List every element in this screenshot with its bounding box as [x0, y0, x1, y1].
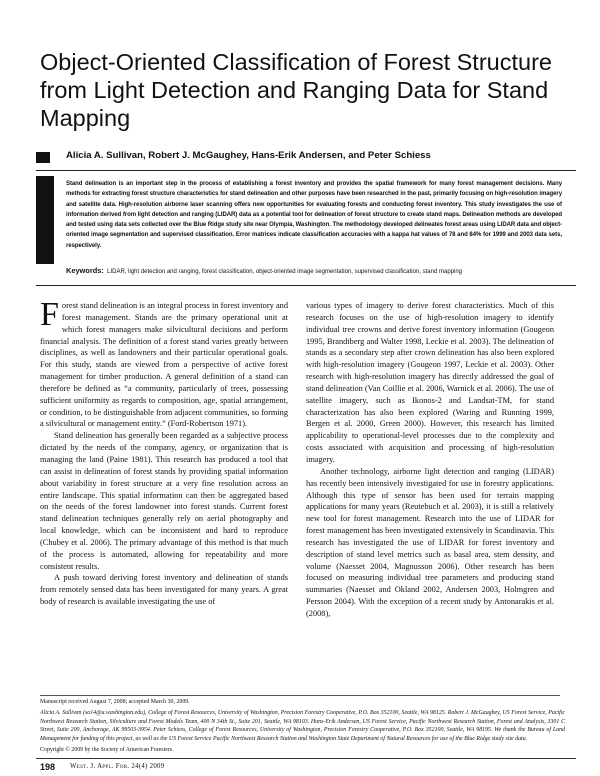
- paragraph: Another technology, airborne light detection and ranging (LIDAR) has recently been intensively investigated for use in forestry applications. Although this type of sensor has been used for terrain mapping applications for many years (Reutebuch et al. 2003), it is still a relatively new tool for forest management. Research into the use of LIDAR for forest management has been investigated extensively in Scandinavia. This research has investigated the use of LIDAR for forest inventory and description of stand level metrics such as basal area, stem density, and volume (Naesset 2004, Magnusson 2006). Other research has been focused on measuring individual tree parameters and producing stand summaries (Naesset and Okland 2002, Andersen 2003, Holmgren and Persson 2004). With the exception of a recent study by Antonarakis et al. (2008),: [306, 466, 554, 618]
- keywords-list: LIDAR, light detection and ranging, forest classification, object-oriented image segmentation, supervised classification, stand mapping: [107, 269, 463, 275]
- abstract-label: ABSTRACT: [77, 372, 85, 420]
- page-number: 198: [40, 762, 56, 772]
- paragraph: [40, 296, 288, 430]
- abstract-text: Stand delineation is an important step in the process of establishing a forest inventory and provides the spatial framework for many forest management decisions. Many methods for extracting forest structure characteristics for stand delineation and other purposes have been researched in the past, primarily focusing on high-resolution imagery and satellite data. High-resolution airborne laser scanning offers new opportunities for evaluating forests and conducting forest inventory. This study investigates the use of information derived from light detection and ranging (LIDAR) data as a potential tool for delineation of forest structure to create stand maps. Delineation methods are developed and tested using data sets collected over the Blue Ridge study site near Olympia, Washington. The methodology developed delineates forest areas using LIDAR data and object-oriented image segmentation and supervised classification. Error matrices indicate classification accuracies with a kappa hat values of 78 and 84% for 1999 and 2003 data sets, respectively.: [66, 181, 562, 249]
- divider-top: [36, 170, 576, 171]
- footnote-divider: [40, 695, 560, 696]
- author-list: Alicia A. Sullivan, Robert J. McGaughey, Hans-Erik Andersen, and Peter Schiess: [66, 150, 431, 161]
- paragraph-text: orest stand delineation is an integral process in forest inventory and forest management. Stands are the primary operational unit at which forest managers make silvicultural decisions and perform financial analysis. The definition of a forest stand varies greatly between disciplines, as well as landowners and their particular operational goals. For this study, stands are viewed from a perspective of active forest management for timber production. A general definition of a stand can therefore be defined as “a community, particularly of trees, possessing sufficient uniformity as regards to composition, age, spatial arrangement, or condition, to be distinguishable from adjacent communities, so forming a silvicultural or management entity.” (Ford-Robertson 1971).: [40, 301, 288, 429]
- body-column-left: [40, 296, 288, 608]
- body-column-right: [306, 300, 554, 620]
- manuscript-dates: Manuscript received August 7, 2008; accepted March 30, 2009.: [40, 699, 190, 705]
- paragraph: A push toward deriving forest inventory and delineation of stands from remotely sensed data has been investigated for many years. A great body of research is available investigating the use of: [40, 573, 288, 607]
- footnotes: [40, 698, 565, 757]
- journal-citation: West. J. Appl. For. 24(4) 2009: [70, 763, 165, 770]
- author-bullet: [36, 152, 50, 163]
- keywords: [66, 266, 566, 277]
- footer-divider: [36, 758, 576, 759]
- paragraph: various types of imagery to derive forest characteristics. Much of this research focuses on the use of high-resolution imagery to identify individual tree crowns and derive forest inventory information (Gougeon 1995, Brandtberg and Walter 1998, Leckie et al. 2003). The delineation of stands as a secondary step after crown delineation has also been explored with high-resolution imagery (Gougeon 1997, Leckie et al. 2003). Other research with high-resolution imagery has directly addressed the goal of stand delineation (Van Coillie et al. 2006, Warnick et al. 2006). The use of satellite imagery, such as Ikonos-2 and Landsat-TM, for stand characterization has also been explored (Waring and Running 1999, Bergen et al. 2000, Green 2000). However, this research has limited applicability to operational-level processes due to the complexity and costs associated with acquisition and processing of high-resolution imagery.: [306, 301, 554, 464]
- keywords-label: Keywords:: [66, 266, 104, 275]
- author-affiliations: Alicia A. Sullivan (sa14@u.washington.edu), College of Forest Resources, University of Washington, Precision Forestry Cooperative, P.O. Box 352100, Seattle, WA 98125. Robert J. McGaughey, US Forest Service, Pacific Northwest Research Station, Silviculture and Forest Models Team, 400 N 34th St., Suite 201, Seattle, WA 98103. Hans-Erik Andersen, US Forest Service, Pacific Northwest Research Station, Forest and Analysis, 3301 C Street, Suite 200, Anchorage, AK 99503-3954. Peter Schiess, College of Forest Resources, University of Washington, Precision Forestry Cooperative, P.O. Box 352100, Seattle, WA 98195. We thank the Bureau of Land Management for funding of this project, as well as the US Forest Service Pacific Northwest Research Station and Washington State Department of Natural Resources for use of the Blue Ridge study site data.: [40, 710, 565, 742]
- divider-abstract: [36, 285, 576, 286]
- article-title: Object-Oriented Classification of Forest Structure from Light Detection and Ranging Data for Stand Mapping: [40, 49, 552, 131]
- paragraph: Stand delineation has generally been regarded as a subjective process dictated by the needs of the company, agency, or organization that is managing the land (Paine 1981). This research has produced a tool that can assist in delineation of forest stands by providing spatial information about variability in forest structure at a very fine resolution across an entire landscape. This spatial information can then be aggregated based on the needs of the forest landowner into forest stands. Current forest stand delineation techniques generally rely on aerial photography and local knowledge, which can be inconsistent and hard to reproduce (Chubey et al. 2006). The primary advantage of this method is that much of the process is automated, allowing for repeatability and more consistent results.: [40, 431, 288, 571]
- drop-cap: F: [40, 296, 59, 333]
- copyright-notice: Copyright © 2009 by the Society of American Foresters.: [40, 747, 174, 754]
